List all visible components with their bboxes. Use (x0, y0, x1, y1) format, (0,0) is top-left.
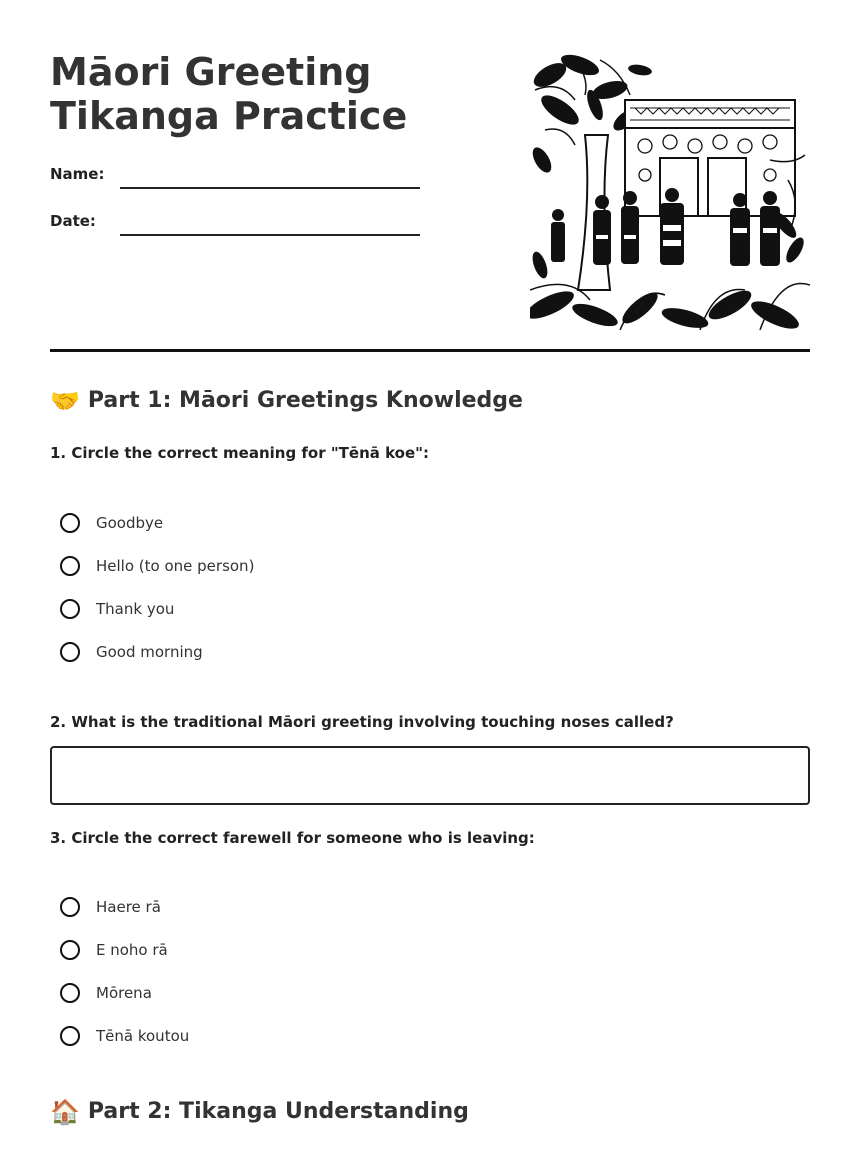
date-field[interactable] (120, 234, 420, 236)
radio-circle[interactable] (60, 897, 80, 917)
q3-option-tena-koutou[interactable] (60, 1023, 189, 1049)
handshake-icon: 🤝 (50, 386, 80, 415)
q1-option-good-morning[interactable] (60, 639, 203, 665)
part1-heading-text: Part 1: Māori Greetings Knowledge (87, 388, 523, 413)
radio-circle[interactable] (60, 1026, 80, 1046)
part2-heading-text: Part 2: Tikanga Understanding (87, 1099, 469, 1124)
part2-heading (50, 1099, 469, 1124)
part1-heading (50, 388, 523, 413)
q3-option-e-noho-ra[interactable] (60, 937, 168, 963)
question-1: 1. Circle the correct meaning for "Tēnā koe": (50, 444, 429, 462)
option-label: Mōrena (96, 984, 152, 1002)
radio-circle[interactable] (60, 940, 80, 960)
q1-option-thank-you[interactable] (60, 596, 174, 622)
radio-circle[interactable] (60, 642, 80, 662)
q1-option-hello[interactable] (60, 553, 254, 579)
question-3: 3. Circle the correct farewell for someone who is leaving: (50, 829, 535, 847)
worksheet-header (50, 50, 810, 330)
radio-circle[interactable] (60, 983, 80, 1003)
radio-circle[interactable] (60, 556, 80, 576)
option-label: Tēnā koutou (96, 1027, 190, 1045)
option-label: Hello (to one person) (96, 557, 255, 575)
name-field[interactable] (120, 187, 420, 189)
option-label: Goodbye (96, 514, 164, 532)
q3-option-morena[interactable] (60, 980, 152, 1006)
marae-illustration (530, 50, 810, 330)
q2-answer-field[interactable] (50, 746, 810, 805)
name-label: Name: (50, 165, 105, 183)
header-divider (50, 349, 810, 352)
q1-option-goodbye[interactable] (60, 510, 163, 536)
option-label: Thank you (96, 600, 175, 618)
question-2: 2. What is the traditional Māori greeting involving touching noses called? (50, 713, 674, 731)
radio-circle[interactable] (60, 599, 80, 619)
option-label: Haere rā (96, 898, 161, 916)
option-label: Good morning (96, 643, 203, 661)
q3-option-haere-ra[interactable] (60, 894, 161, 920)
date-label: Date: (50, 212, 96, 230)
worksheet-title: Māori Greeting Tikanga Practice (50, 50, 408, 138)
option-label: E noho rā (96, 941, 168, 959)
house-icon: 🏠 (50, 1097, 80, 1126)
radio-circle[interactable] (60, 513, 80, 533)
